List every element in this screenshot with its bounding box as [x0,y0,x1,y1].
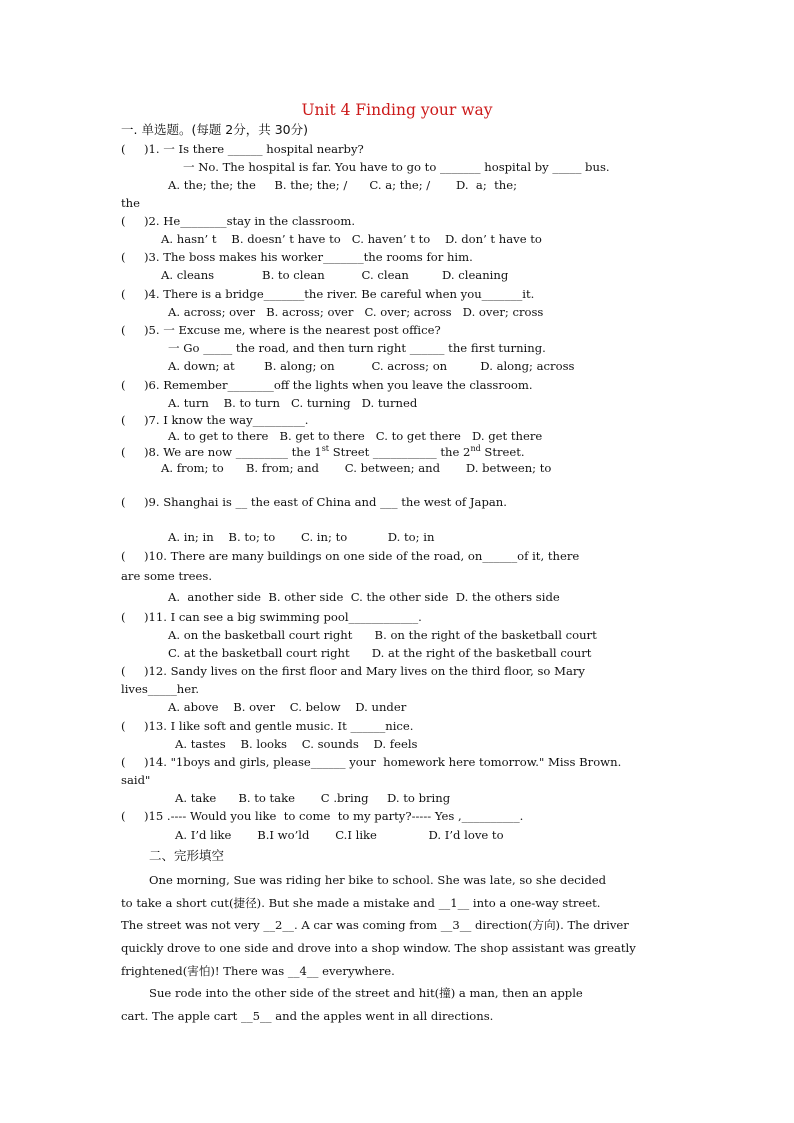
question-8-part-3: Street. [480,445,525,459]
question-12-wrap: lives_____her. [121,682,200,696]
question-4: ( )4. There is a bridge_______the river. Be careful when you_______it. [121,287,535,301]
ordinal-suffix-nd: nd [470,444,481,454]
question-1-options: A. the; the; the B. the; the; / C. a; the; / D. a; the; [168,178,518,192]
question-10-wrap: are some trees. [121,569,213,583]
passage-line-3: The street was not very __2__. A car was coming from __3__ direction(方向). The driver [121,918,629,932]
question-10: ( )10. There are many buildings on one side of the road, on______of it, there [121,549,580,563]
question-11: ( )11. I can see a big swimming pool____________. [121,610,422,624]
question-3-options: A. cleans B. to clean C. clean D. cleaning [161,268,509,282]
question-10-options: A. another side B. other side C. the other side D. the others side [168,590,560,604]
question-11-options-row-2: C. at the basketball court right D. at the right of the basketball court [168,646,592,660]
question-1-options-wrap: the [121,196,140,210]
ordinal-suffix-st: st [321,444,330,454]
question-13-options: A. tastes B. looks C. sounds D. feels [175,737,418,751]
passage-line-5: frightened(害怕)! There was __4__ everywhere. [121,964,395,978]
question-5-reply: 一 Go _____ the road, and then turn right ______ the first turning. [168,341,546,355]
passage-line-1: One morning, Sue was riding her bike to school. She was late, so she decided [149,873,607,887]
question-15: ( )15 .---- Would you like to come to my party?----- Yes ,__________. [121,809,524,823]
question-15-options: A. I’d like B.I wo’ld C.I like D. I’d love to [175,828,504,842]
question-11-options-row-1: A. on the basketball court right B. on the right of the basketball court [168,628,597,642]
question-14-wrap: said" [121,773,151,787]
section-heading-multiple-choice: 一. 单选题。(每题 2分，共 30分) [121,122,309,137]
question-4-options: A. across; over B. across; over C. over; across D. over; cross [168,305,544,319]
question-6: ( )6. Remember________off the lights when you leave the classroom. [121,378,533,392]
question-1: ( )1. 一 Is there ______ hospital nearby? [121,142,364,156]
question-14: ( )14. "1boys and girls, please______ your homework here tomorrow." Miss Brown. [121,755,622,769]
question-7-options: A. to get to there B. get to there C. to get there D. get there [168,429,543,443]
question-3: ( )3. The boss makes his worker_______the rooms for him. [121,250,473,264]
passage-line-2: to take a short cut(捷径). But she made a mistake and __1__ into a one-way street. [121,896,601,910]
question-7: ( )7. I know the way_________. [121,413,309,427]
question-2: ( )2. He________stay in the classroom. [121,214,356,228]
question-8-options: A. from; to B. from; and C. between; and D. between; to [161,461,552,475]
question-8-part-1: ( )8. We are now _________ the 1 [121,445,322,459]
question-5: ( )5. 一 Excuse me, where is the nearest post office? [121,323,441,337]
question-8-part-2: Street ___________ the 2 [329,445,471,459]
question-8 [121,444,677,460]
question-9: ( )9. Shanghai is __ the east of China and ___ the west of Japan. [121,495,507,509]
question-1-reply: 一 No. The hospital is far. You have to go to _______ hospital by _____ bus. [183,160,610,174]
question-14-options: A. take B. to take C .bring D. to bring [175,791,451,805]
passage-line-6: Sue rode into the other side of the street and hit(撞) a man, then an apple [149,986,583,1000]
worksheet-title: Unit 4 Finding your way [301,101,493,119]
question-5-options: A. down; at B. along; on C. across; on D. along; across [168,359,575,373]
question-12: ( )12. Sandy lives on the first floor and Mary lives on the third floor, so Mary [121,664,585,678]
passage-line-4: quickly drove to one side and drove into a shop window. The shop assistant was greatly [121,941,636,955]
section-heading-cloze: 二、完形填空 [149,848,225,863]
question-2-options: A. hasn’ t B. doesn’ t have to C. haven’ t to D. don’ t have to [161,232,542,246]
question-13: ( )13. I like soft and gentle music. It ______nice. [121,719,414,733]
question-12-options: A. above B. over C. below D. under [168,700,407,714]
question-9-options: A. in; in B. to; to C. in; to D. to; in [168,530,435,544]
passage-line-7: cart. The apple cart __5__ and the apples went in all directions. [121,1009,494,1023]
question-6-options: A. turn B. to turn C. turning D. turned [168,396,418,410]
